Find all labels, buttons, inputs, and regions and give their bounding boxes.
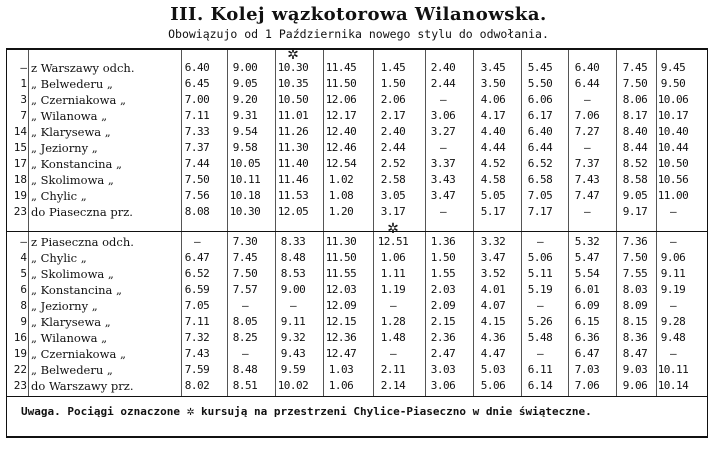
time-cell: 7.50 — [622, 77, 648, 90]
time-cell: 12.09 — [325, 299, 357, 312]
station-cell: „ Wilanowa „ — [31, 331, 108, 345]
time-cell: 9.05 — [622, 189, 648, 202]
time-cell: 3.03 — [430, 363, 456, 376]
time-cell: 1.03 — [328, 363, 354, 376]
time-cell: 6.44 — [527, 141, 553, 154]
time-cell: — — [389, 299, 397, 312]
time-cell: 7.36 — [622, 235, 648, 248]
time-cell: 3.06 — [430, 379, 456, 392]
time-cell: 2.40 — [430, 61, 456, 74]
km-cell: 23 — [13, 379, 27, 392]
station-cell: „ Klarysewa „ — [31, 125, 111, 139]
time-cell: 10.40 — [657, 125, 689, 138]
time-cell: 10.30 — [229, 205, 261, 218]
km-cell: 23 — [13, 205, 27, 218]
note-divider — [7, 396, 707, 397]
time-cell: 9.20 — [232, 93, 258, 106]
time-cell: 12.40 — [325, 125, 357, 138]
time-cell: 9.58 — [232, 141, 258, 154]
station-cell: „ Klarysewa „ — [31, 315, 111, 329]
time-cell: 8.17 — [622, 109, 648, 122]
time-cell: 10.14 — [657, 379, 689, 392]
station-cell: „ Konstancina „ — [31, 283, 123, 297]
time-cell: 7.37 — [184, 141, 210, 154]
km-cell: — — [20, 235, 27, 248]
time-cell: 2.09 — [430, 299, 456, 312]
time-cell: 11.53 — [277, 189, 309, 202]
station-cell: „ Skolimowa „ — [31, 267, 114, 281]
km-cell: 8 — [20, 299, 27, 312]
time-cell: 11.30 — [325, 235, 357, 248]
time-cell: — — [241, 347, 249, 360]
km-cell: 17 — [13, 157, 27, 170]
time-cell: 12.17 — [325, 109, 357, 122]
time-cell: 9.05 — [232, 77, 258, 90]
station-cell: do Warszawy prz. — [31, 379, 134, 393]
time-cell: 2.17 — [380, 109, 406, 122]
time-cell: 1.45 — [380, 61, 406, 74]
time-cell: 12.06 — [325, 93, 357, 106]
table-row — [7, 284, 707, 297]
table-row — [7, 252, 707, 265]
time-cell: 11.30 — [277, 141, 309, 154]
table-row — [7, 158, 707, 171]
time-cell: 1.55 — [430, 267, 456, 280]
time-cell: 3.06 — [430, 109, 456, 122]
time-cell: 2.40 — [380, 125, 406, 138]
time-cell: 8.52 — [622, 157, 648, 170]
km-cell: 4 — [20, 251, 27, 264]
time-cell: 6.59 — [184, 283, 210, 296]
time-cell: 10.30 — [277, 61, 309, 74]
time-cell: 1.36 — [430, 235, 456, 248]
time-cell: 5.45 — [527, 61, 553, 74]
km-cell: 1 — [20, 77, 27, 90]
time-cell: — — [289, 299, 297, 312]
time-cell: 6.52 — [527, 157, 553, 170]
table-row — [7, 316, 707, 329]
time-cell: 9.59 — [280, 363, 306, 376]
table-row — [7, 236, 707, 249]
table-row — [7, 78, 707, 91]
table-row — [7, 206, 707, 219]
return-timetable — [7, 221, 707, 396]
time-cell: 12.46 — [325, 141, 357, 154]
time-cell: 3.05 — [380, 189, 406, 202]
time-cell: 10.50 — [657, 157, 689, 170]
time-cell: 8.48 — [280, 251, 306, 264]
time-cell: 7.57 — [232, 283, 258, 296]
time-cell: 3.37 — [430, 157, 456, 170]
time-cell: 2.47 — [430, 347, 456, 360]
time-cell: 10.05 — [229, 157, 261, 170]
time-cell: 7.05 — [184, 299, 210, 312]
time-cell: 10.44 — [657, 141, 689, 154]
time-cell: 1.19 — [380, 283, 406, 296]
time-cell: 6.40 — [184, 61, 210, 74]
time-cell: 4.36 — [480, 331, 506, 344]
time-cell: 4.47 — [480, 347, 506, 360]
table-row — [7, 110, 707, 123]
time-cell: 4.40 — [480, 125, 506, 138]
time-cell: 4.17 — [480, 109, 506, 122]
table-row — [7, 380, 707, 393]
time-cell: 7.27 — [574, 125, 600, 138]
km-cell: 14 — [13, 125, 27, 138]
station-cell: z Warszawy odch. — [31, 61, 135, 75]
time-cell: 7.37 — [574, 157, 600, 170]
time-cell: 1.50 — [430, 251, 456, 264]
time-cell: 10.11 — [229, 173, 261, 186]
time-cell: 3.27 — [430, 125, 456, 138]
station-cell: „ Konstancina „ — [31, 157, 123, 171]
time-cell: 8.05 — [232, 315, 258, 328]
time-cell: 6.36 — [574, 331, 600, 344]
time-cell: 8.40 — [622, 125, 648, 138]
time-cell: 9.06 — [622, 379, 648, 392]
km-cell: 15 — [13, 141, 27, 154]
time-cell: 7.06 — [574, 379, 600, 392]
time-cell: 6.06 — [527, 93, 553, 106]
time-cell: 6.17 — [527, 109, 553, 122]
time-cell: 2.03 — [430, 283, 456, 296]
station-cell: „ Chylic „ — [31, 189, 87, 203]
time-cell: 9.00 — [280, 283, 306, 296]
time-cell: 6.45 — [184, 77, 210, 90]
km-cell: 5 — [20, 267, 27, 280]
station-cell: „ Skolimowa „ — [31, 173, 114, 187]
time-cell: 9.32 — [280, 331, 306, 344]
time-cell: 1.06 — [328, 379, 354, 392]
time-cell: 5.17 — [480, 205, 506, 218]
time-cell: 8.15 — [622, 315, 648, 328]
time-cell: — — [536, 235, 544, 248]
time-cell: 6.11 — [527, 363, 553, 376]
time-cell: 8.44 — [622, 141, 648, 154]
time-cell: 6.40 — [574, 61, 600, 74]
time-cell: 5.03 — [480, 363, 506, 376]
time-cell: 6.44 — [574, 77, 600, 90]
time-cell: 7.05 — [527, 189, 553, 202]
time-cell: 9.43 — [280, 347, 306, 360]
time-cell: 4.58 — [480, 173, 506, 186]
km-cell: 19 — [13, 347, 27, 360]
time-cell: 7.44 — [184, 157, 210, 170]
time-cell: — — [583, 93, 591, 106]
time-cell: 4.44 — [480, 141, 506, 154]
time-cell: 7.59 — [184, 363, 210, 376]
time-cell: 3.32 — [480, 235, 506, 248]
station-cell: „ Chylic „ — [31, 251, 87, 265]
time-cell: 4.07 — [480, 299, 506, 312]
time-cell: — — [241, 299, 249, 312]
page-title: III. Kolej wązkotorowa Wilanowska. — [170, 4, 547, 25]
time-cell: 12.15 — [325, 315, 357, 328]
time-cell: 2.14 — [380, 379, 406, 392]
time-cell: 8.33 — [280, 235, 306, 248]
time-cell: 2.44 — [380, 141, 406, 154]
time-cell: 9.00 — [232, 61, 258, 74]
time-cell: 7.43 — [184, 347, 210, 360]
flower-marker-icon: ✲ — [387, 221, 399, 237]
station-cell: „ Jeziorny „ — [31, 299, 98, 313]
time-cell: 6.09 — [574, 299, 600, 312]
time-cell: 4.15 — [480, 315, 506, 328]
time-cell: 9.06 — [660, 251, 686, 264]
time-cell: — — [439, 141, 447, 154]
time-cell: 6.58 — [527, 173, 553, 186]
footnote-lead: Uwaga. — [21, 405, 61, 418]
time-cell: 7.50 — [622, 251, 648, 264]
time-cell: 11.55 — [325, 267, 357, 280]
time-cell: 8.09 — [622, 299, 648, 312]
time-cell: 7.32 — [184, 331, 210, 344]
time-cell: 2.11 — [380, 363, 406, 376]
time-cell: 6.15 — [574, 315, 600, 328]
time-cell: 7.45 — [622, 61, 648, 74]
time-cell: 10.35 — [277, 77, 309, 90]
time-cell: 1.02 — [328, 173, 354, 186]
time-cell: 10.17 — [657, 109, 689, 122]
outbound-timetable — [7, 47, 707, 222]
time-cell: 3.47 — [430, 189, 456, 202]
time-cell: 11.45 — [325, 61, 357, 74]
time-cell: 7.45 — [232, 251, 258, 264]
time-cell: 5.05 — [480, 189, 506, 202]
time-cell: — — [389, 347, 397, 360]
time-cell: 9.03 — [622, 363, 648, 376]
timetable-frame — [6, 48, 708, 438]
table-row — [7, 348, 707, 361]
station-cell: „ Czerniakowa „ — [31, 93, 126, 107]
time-cell: 11.46 — [277, 173, 309, 186]
time-cell: 8.08 — [184, 205, 210, 218]
time-cell: 8.51 — [232, 379, 258, 392]
km-cell: 16 — [13, 331, 27, 344]
time-cell: — — [583, 205, 591, 218]
table-row — [7, 190, 707, 203]
time-cell: 7.30 — [232, 235, 258, 248]
time-cell: 2.52 — [380, 157, 406, 170]
time-cell: 2.15 — [430, 315, 456, 328]
time-cell: 2.58 — [380, 173, 406, 186]
time-cell: 10.18 — [229, 189, 261, 202]
time-cell: — — [439, 93, 447, 106]
time-cell: 11.00 — [657, 189, 689, 202]
time-cell: 11.50 — [325, 77, 357, 90]
station-cell: „ Czerniakowa „ — [31, 347, 126, 361]
time-cell: 7.00 — [184, 93, 210, 106]
time-cell: 8.48 — [232, 363, 258, 376]
time-cell: 9.19 — [660, 283, 686, 296]
time-cell: 7.47 — [574, 189, 600, 202]
time-cell: 8.06 — [622, 93, 648, 106]
table-row — [7, 268, 707, 281]
time-cell: 7.11 — [184, 315, 210, 328]
flower-marker-icon: ✲ — [287, 47, 299, 63]
station-cell: „ Belwederu „ — [31, 77, 113, 91]
time-cell: 2.36 — [430, 331, 456, 344]
time-cell: 9.45 — [660, 61, 686, 74]
time-cell: 5.19 — [527, 283, 553, 296]
time-cell: 8.02 — [184, 379, 210, 392]
time-cell: 3.52 — [480, 267, 506, 280]
table-row — [7, 300, 707, 313]
time-cell: 6.14 — [527, 379, 553, 392]
flower-marker-icon: ✲ — [186, 404, 195, 419]
time-cell: 9.50 — [660, 77, 686, 90]
time-cell: 6.40 — [527, 125, 553, 138]
time-cell: — — [439, 205, 447, 218]
time-cell: 5.06 — [527, 251, 553, 264]
footnote — [21, 404, 701, 419]
time-cell: — — [536, 347, 544, 360]
time-cell: 7.50 — [232, 267, 258, 280]
time-cell: 1.08 — [328, 189, 354, 202]
time-cell: 7.50 — [184, 173, 210, 186]
time-cell: 1.20 — [328, 205, 354, 218]
time-cell: 2.06 — [380, 93, 406, 106]
time-cell: 4.01 — [480, 283, 506, 296]
time-cell: — — [669, 299, 677, 312]
station-cell: „ Belwederu „ — [31, 363, 113, 377]
time-cell: — — [536, 299, 544, 312]
time-cell: 5.06 — [480, 379, 506, 392]
station-cell: „ Wilanowa „ — [31, 109, 108, 123]
time-cell: 3.47 — [480, 251, 506, 264]
table-row — [7, 62, 707, 75]
time-cell: 11.01 — [277, 109, 309, 122]
time-cell: 9.48 — [660, 331, 686, 344]
time-cell: 6.47 — [574, 347, 600, 360]
time-cell: 3.43 — [430, 173, 456, 186]
km-cell: 22 — [13, 363, 27, 376]
table-row — [7, 174, 707, 187]
time-cell: 12.03 — [325, 283, 357, 296]
time-cell: 8.53 — [280, 267, 306, 280]
table-row — [7, 142, 707, 155]
km-cell: 9 — [20, 315, 27, 328]
time-cell: 5.47 — [574, 251, 600, 264]
km-cell: — — [20, 61, 27, 74]
time-cell: 5.50 — [527, 77, 553, 90]
time-cell: 10.56 — [657, 173, 689, 186]
time-cell: 12.51 — [377, 235, 409, 248]
table-row — [7, 126, 707, 139]
time-cell: — — [669, 205, 677, 218]
time-cell: 5.26 — [527, 315, 553, 328]
time-cell: 9.31 — [232, 109, 258, 122]
time-cell: — — [669, 235, 677, 248]
time-cell: 7.03 — [574, 363, 600, 376]
time-cell: 5.11 — [527, 267, 553, 280]
time-cell: 9.17 — [622, 205, 648, 218]
time-cell: 7.56 — [184, 189, 210, 202]
station-cell: „ Jeziorny „ — [31, 141, 98, 155]
table-row — [7, 364, 707, 377]
page-subtitle: Obowiązujo od 1 Października nowego stylu do odwołania. — [168, 27, 549, 41]
time-cell: 3.45 — [480, 61, 506, 74]
km-cell: 3 — [20, 93, 27, 106]
time-cell: 1.11 — [380, 267, 406, 280]
time-cell: 5.32 — [574, 235, 600, 248]
time-cell: — — [193, 235, 201, 248]
time-cell: 1.28 — [380, 315, 406, 328]
time-cell: 8.58 — [622, 173, 648, 186]
station-cell: do Piaseczna prz. — [31, 205, 133, 219]
footnote-text-after: kursują na przestrzeni Chylice-Piaseczno w dnie świąteczne. — [194, 405, 592, 418]
time-cell: 7.55 — [622, 267, 648, 280]
time-cell: 11.40 — [277, 157, 309, 170]
time-cell: 12.36 — [325, 331, 357, 344]
time-cell: 8.47 — [622, 347, 648, 360]
time-cell: 8.36 — [622, 331, 648, 344]
time-cell: 6.52 — [184, 267, 210, 280]
time-cell: 4.52 — [480, 157, 506, 170]
time-cell: 8.25 — [232, 331, 258, 344]
time-cell: 8.03 — [622, 283, 648, 296]
time-cell: 10.02 — [277, 379, 309, 392]
time-cell: 12.05 — [277, 205, 309, 218]
time-cell: 1.06 — [380, 251, 406, 264]
time-cell: 10.06 — [657, 93, 689, 106]
time-cell: 12.54 — [325, 157, 357, 170]
time-cell: 3.17 — [380, 205, 406, 218]
footnote-text-before: Pociągi oznaczone — [60, 405, 187, 418]
time-cell: 11.50 — [325, 251, 357, 264]
km-cell: 7 — [20, 109, 27, 122]
km-cell: 18 — [13, 173, 27, 186]
time-cell: 7.06 — [574, 109, 600, 122]
time-cell: 7.43 — [574, 173, 600, 186]
station-cell: z Piaseczna odch. — [31, 235, 134, 249]
time-cell: 5.48 — [527, 331, 553, 344]
time-cell: 6.47 — [184, 251, 210, 264]
time-cell: 7.33 — [184, 125, 210, 138]
time-cell: 7.11 — [184, 109, 210, 122]
table-row — [7, 332, 707, 345]
time-cell: 9.11 — [660, 267, 686, 280]
time-cell: 12.47 — [325, 347, 357, 360]
time-cell: 4.06 — [480, 93, 506, 106]
time-cell: 9.11 — [280, 315, 306, 328]
time-cell: 3.50 — [480, 77, 506, 90]
time-cell: 2.44 — [430, 77, 456, 90]
time-cell: 9.54 — [232, 125, 258, 138]
table-row — [7, 94, 707, 107]
time-cell: — — [669, 347, 677, 360]
time-cell: 7.17 — [527, 205, 553, 218]
section-divider — [7, 231, 707, 232]
time-cell: 10.50 — [277, 93, 309, 106]
km-cell: 19 — [13, 189, 27, 202]
time-cell: — — [583, 141, 591, 154]
time-cell: 5.54 — [574, 267, 600, 280]
time-cell: 6.01 — [574, 283, 600, 296]
time-cell: 1.48 — [380, 331, 406, 344]
time-cell: 9.28 — [660, 315, 686, 328]
time-cell: 11.26 — [277, 125, 309, 138]
time-cell: 1.50 — [380, 77, 406, 90]
time-cell: 10.11 — [657, 363, 689, 376]
km-cell: 6 — [20, 283, 27, 296]
